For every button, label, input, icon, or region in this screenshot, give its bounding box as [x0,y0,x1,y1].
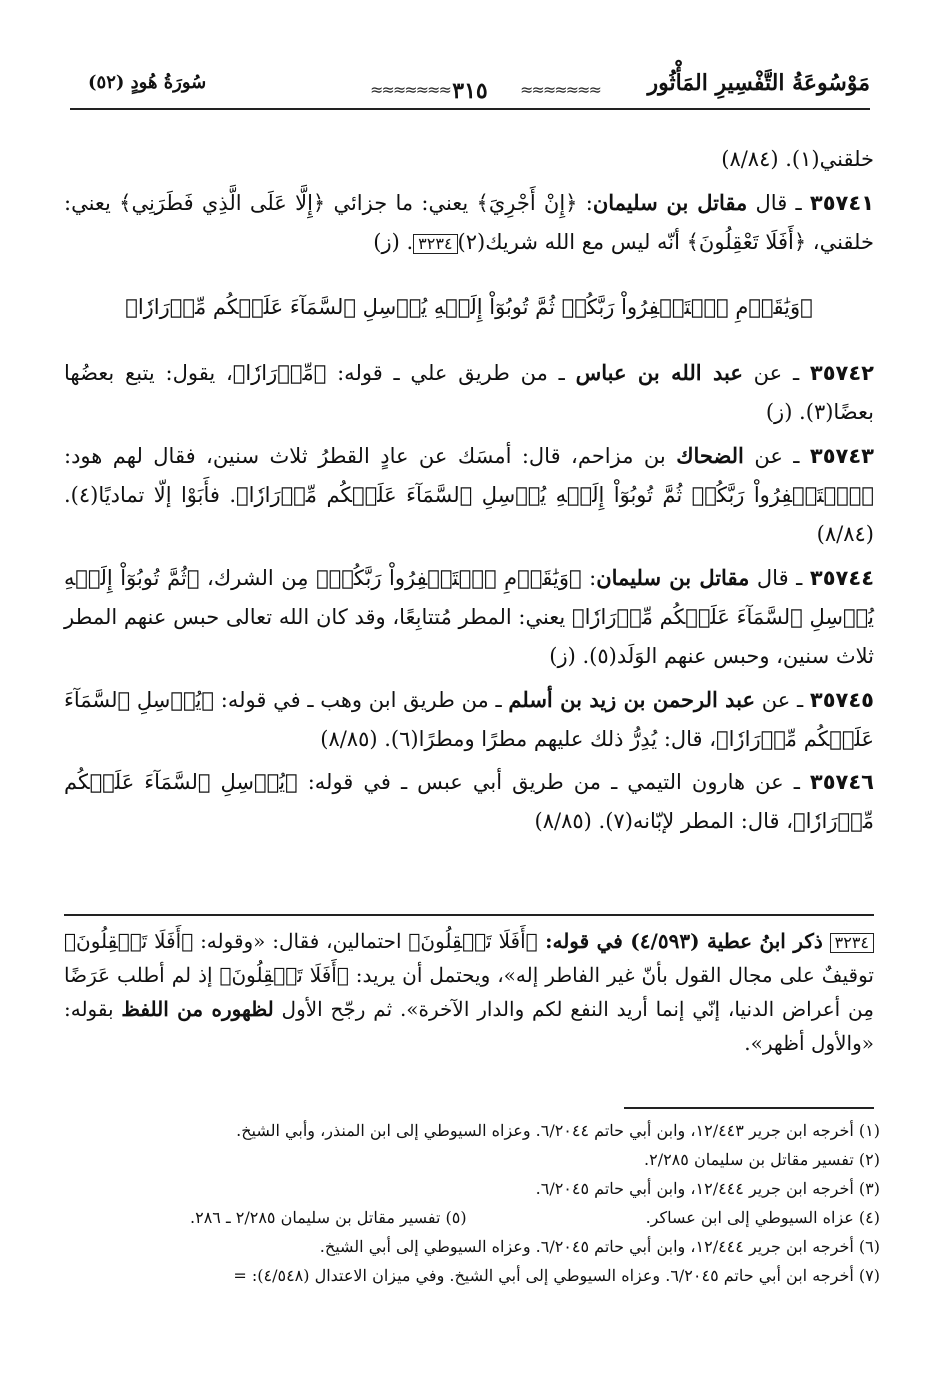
narrator-name: الضحاك [676,443,744,468]
narration-text: : ﴿وَيَٰقَوۡمِ ٱسۡتَغۡفِرُواْ رَبَّكُمۡ﴾ مِن الشرك، ﴿ثُمَّ تُوبُوٓاْ إِلَيۡهِ يُرۡسِلِ ٱلسَّمَآءَ عَلَيۡكُم مِّدۡرَارٗا﴾ يعني: المطر مُتتابِعًا، وقد كان الله تعالى حبس عنهم المطر ثلاث سنين، وحبس عنهم الوَلَد(٥). (ز) [64,566,874,668]
header-rule [70,108,870,110]
narration-text: هارون التيمي ـ من طريق أبي عبس ـ في قوله: ﴿يُرۡسِلِ ٱلسَّمَآءَ عَلَيۡكُم مِّدۡرَارٗا﴾، قال: المطر لإبّانه(٧). (٨/٨٥) [64,770,874,833]
main-text [64,140,874,845]
commentary-ref-box[interactable]: ٣٢٣٤ [413,234,457,254]
narration-35746 [64,763,874,841]
book-title: مَوْسُوعَةُ التَّفْسِيرِ المَأْثُور [647,70,870,96]
page-header [70,60,870,112]
commentary-block [64,924,874,1060]
commentary-number-box: ٣٢٣٤ [830,933,874,953]
narrator-name: عبد الله بن عباس [575,360,743,385]
narration-number: ٣٥٧٤٣ [809,444,874,468]
footnote-7: (٧) أخرجه ابن أبي حاتم ٦/٢٠٤٥. وعزاه السيوطي إلى أبي الشيخ. وفي ميزان الاعتدال (٤/٥٤٨): = [233,1266,880,1285]
narration-35745 [64,680,874,759]
narration-lead: ـ قال [749,566,810,590]
ornament-right: ≈≈≈≈≈≈≈ [520,80,600,99]
footnote-5: (٥) تفسير مقاتل بن سليمان ٢/٢٨٥ ـ ٢٨٦. [190,1208,467,1227]
narration-number: ٣٥٧٤١ [809,191,875,215]
commentary-end: بقوله: «والأول أظهر». [64,997,874,1055]
commentary-bold: لظهوره من اللفظ [121,997,274,1021]
narration-number: ٣٥٧٤٢ [809,361,874,385]
narration-lead: ـ قال [747,191,810,215]
surah-label: سُورَةُ هُودٍ (٥٢) [88,72,207,93]
footnote-2: (٢) تفسير مقاتل بن سليمان ٢/٢٨٥. [644,1150,880,1169]
narration-lead: ـ عن [745,770,810,794]
narration-text: ـ من طريق علي ـ قوله: ﴿مِّدۡرَارٗا﴾، يقول: يتبع بعضُها بعضًا(٣). (ز) [64,361,874,424]
commentary-lead: ذكر ابنُ عطية (٤/٥٩٣) في قوله: [537,929,823,953]
quran-verse: ﴿وَيَٰقَوۡمِ ٱسۡتَغۡفِرُواْ رَبَّكُمۡ ثُمَّ تُوبُوٓاْ إِلَيۡهِ يُرۡسِلِ ٱلسَّمَآءَ عَلَيۡكُم مِّدۡرَارٗا﴾ [125,295,813,319]
footnote-3: (٣) أخرجه ابن جرير ١٢/٤٤٤، وابن أبي حاتم ٦/٢٠٤٥. [535,1179,880,1198]
narration-35741 [64,183,874,262]
narration-35744 [64,558,874,676]
narrator-name: مقاتل بن سليمان [592,190,748,215]
narration-lead: ـ عن [755,688,810,712]
footnote-rule [624,1107,874,1109]
narration-lead: ـ عن [743,444,810,468]
narration-tail: . (ز) [373,230,414,254]
narrator-name: عبد الرحمن بن زيد بن أسلم [508,687,756,712]
footnotes [60,1116,880,1290]
continuation-text: خلقني(١). (٨/٨٤) [721,147,874,171]
footnote-4: (٤) عزاه السيوطي إلى ابن عساكر. [645,1208,880,1227]
narration-lead: ـ عن [742,361,810,385]
footnote-1: (١) أخرجه ابن جرير ١٢/٤٤٣، وابن أبي حاتم ٦/٢٠٤٤. وعزاه السيوطي إلى ابن المنذر، وأبي الشيخ. [236,1121,880,1140]
narration-35743 [64,436,874,554]
narrator-name: مقاتل بن سليمان [596,565,750,590]
narration-number: ٣٥٧٤٤ [809,566,875,590]
footnote-6: (٦) أخرجه ابن جرير ١٢/٤٤٤، وابن أبي حاتم ٦/٢٠٤٥. وعزاه السيوطي إلى أبي الشيخ. [319,1237,880,1256]
ornament-left: ≈≈≈≈≈≈≈ [370,80,450,99]
narration-number: ٣٥٧٤٦ [809,770,874,794]
narration-text: ـ من طريق ابن وهب ـ في قوله: ﴿يُرۡسِلِ ٱلسَّمَآءَ عَلَيۡكُم مِّدۡرَارٗا﴾، قال: يُدِرُّ ذلك عليهم مطرًا ومطرًا(٦). (٨/٨٥) [64,688,874,751]
narration-text: بن مزاحم، قال: أمسَك عن عادٍ القطرُ ثلاث سنين، فقال لهم هود: ﴿ٱسۡتَغۡفِرُواْ رَبَّكُمۡ ثُمَّ تُوبُوٓاْ إِلَيۡهِ يُرۡسِلِ ٱلسَّمَآءَ عَلَيۡكُم مِّدۡرَارٗا﴾. فأَبَوْا إلّا تماديًا(٤). (٨/٨٤) [64,444,874,546]
footnote-row-4-5 [60,1203,880,1232]
narration-number: ٣٥٧٤٥ [809,688,874,712]
paragraph-continuation [64,140,874,179]
commentary-text: ﴿أَفَلَا تَعۡقِلُونَ﴾ احتمالين، فقال: «وقوله: ﴿أَفَلَا تَعۡقِلُونَ﴾ توقيفٌ على مجال القول بأنّ غير الفاطر إله»، ويحتمل أن يريد: ﴿أَفَلَا تَعۡقِلُونَ﴾ إذ لم أطلب عَرَضًا مِن أعراض الدنيا، إنّي إنما أريد النفع لكم والدار الآخرة». ثم رجّح الأول [64,929,874,1021]
narration-35742 [64,353,874,432]
narration-text: : ﴿إِنْ أَجْرِيَ﴾ يعني: ما جزائي ﴿إِلَّا عَلَى الَّذِي فَطَرَنِي﴾ يعني: خلقني، ﴿أَفَلَا تَعْقِلُونَ﴾ أنّه ليس مع الله شريك(٢) [64,191,874,254]
commentary-rule [64,914,874,916]
page-number: ٣١٥ [452,78,488,104]
